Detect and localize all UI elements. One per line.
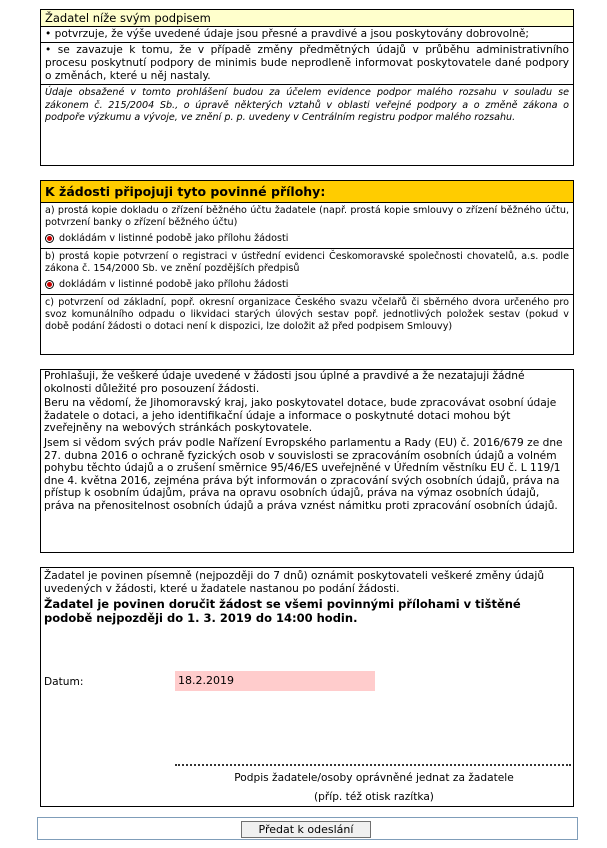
declaration-data-processing: Beru na vědomí, že Jihomoravský kraj, jako poskytovatel dotace, bude zpracovávat osobní údaje žadatele o dotaci, a jeho identifikační údaje a informace o poskytnuté dotaci mohou být zveřejněny na webových stránkách poskytovatele. [44,397,557,435]
attachment-b-option[interactable] [41,277,573,295]
date-label: Datum: [44,676,84,688]
declaration-truthfulness: Prohlašuji, že veškeré údaje uvedené v žádosti jsou úplné a pravdivé a že nezatajuji žádné okolnosti důležité pro posouzení žádosti. [44,370,525,395]
date-field[interactable]: 18.2.2019 [175,671,375,691]
change-notice: Žadatel je povinen písemně (nejpozději do 7 dnů) oznámit poskytovateli veškeré změny údajů uvedených v žádosti, které u žadatele nastanou po podání žádosti. [44,570,545,595]
submit-button[interactable]: Předat k odeslání [241,821,371,838]
signature-caption: Podpis žadatele/osoby oprávněné jednat za žadatele [234,772,514,784]
attachment-b-text: b) prostá kopie potvrzení o registraci v ústřední evidenci Českomoravské společnosti chovatelů, a.s. podle zákona č. 154/2000 Sb. ve znění pozdějších předpisů [45,251,569,274]
attachments-section [40,180,574,355]
attachment-a-text: a) prostá kopie dokladu o zřízení běžného účtu žadatele (např. prostá kopie smlouvy o zřízení běžného účtu, potvrzení banky o zřízení běžného účtu) [45,205,569,228]
consent-item-accuracy: • potvrzuje, že výše uvedené údaje jsou přesné a pravdivé a jsou poskytovány dobrovolně; [41,27,573,43]
consent-section [40,9,574,166]
attachments-heading: K žádosti připojuji tyto povinné přílohy: [41,181,573,203]
consent-note: Údaje obsažené v tomto prohlášení budou za účelem evidence podpor malého rozsahu v souladu se zákonem č. 215/2004 Sb., o úpravě některých vztahů v oblasti veřejné podpory a o změně zákona o podpoře výzkumu a vývoje, ve znění p. p. uvedeny v Centrálním registru podpor malého rozsahu. [45,87,569,123]
signature-section [40,567,574,807]
declaration-gdpr-rights: Jsem si vědom svých práv podle Nařízení Evropského parlamentu a Rady (EU) č. 2016/679 ze dne 27. dubna 2016 o ochraně fyzických osob v souvislosti se zpracováním osobních údajů a volném pohybu těchto údajů a o zrušení směrnice 95/46/ES uveřejněné v Úředním věstníku EU č. L 119/1 dne 4. května 2016, zejména práva být informován o zpracování svých osobních údajů, práva na přístup k osobním údajům, práva na opravu osobních údajů, práva na výmaz osobních údajů, práva na přenositelnost osobních údajů a práva vznést námitku proti zpracování osobních údajů. [44,436,563,512]
radio-selected-icon[interactable] [45,280,54,289]
signature-line [175,764,571,766]
consent-item-notify: • se zavazuje k tomu, že v případě změny předmětných údajů v průběhu administrativního procesu poskytnutí podpory de minimis bude neprodleně informovat poskytovatele dané podpory o změnách, které u něj nastaly. [41,43,573,85]
attachment-c-text: c) potvrzení od základní, popř. okresní organizace Českého svazu včelařů či sběrného dvora určeného pro svoz komunálního odpadu o likvidaci starých úlových sestav popř. jednotlivých položek sestav (pokud v době podání žádosti o dotaci není k dispozici, lze doložit až před podpisem Smlouvy) [45,297,569,332]
radio-selected-icon[interactable] [45,234,54,243]
attachment-b-option-label: dokládám v listinné podobě jako přílohu žádosti [59,279,289,290]
declarations-section [40,369,574,553]
attachment-a-option-label: dokládám v listinné podobě jako přílohu žádosti [59,233,289,244]
deadline-notice: Žadatel je povinen doručit žádost se všemi povinnými přílohami v tištěné podobě nejpozději do 1. 3. 2019 do 14:00 hodin. [44,597,521,626]
attachment-a-option[interactable] [41,231,573,249]
consent-heading: Žadatel níže svým podpisem [41,10,573,27]
stamp-caption: (příp. též otisk razítka) [314,791,434,803]
